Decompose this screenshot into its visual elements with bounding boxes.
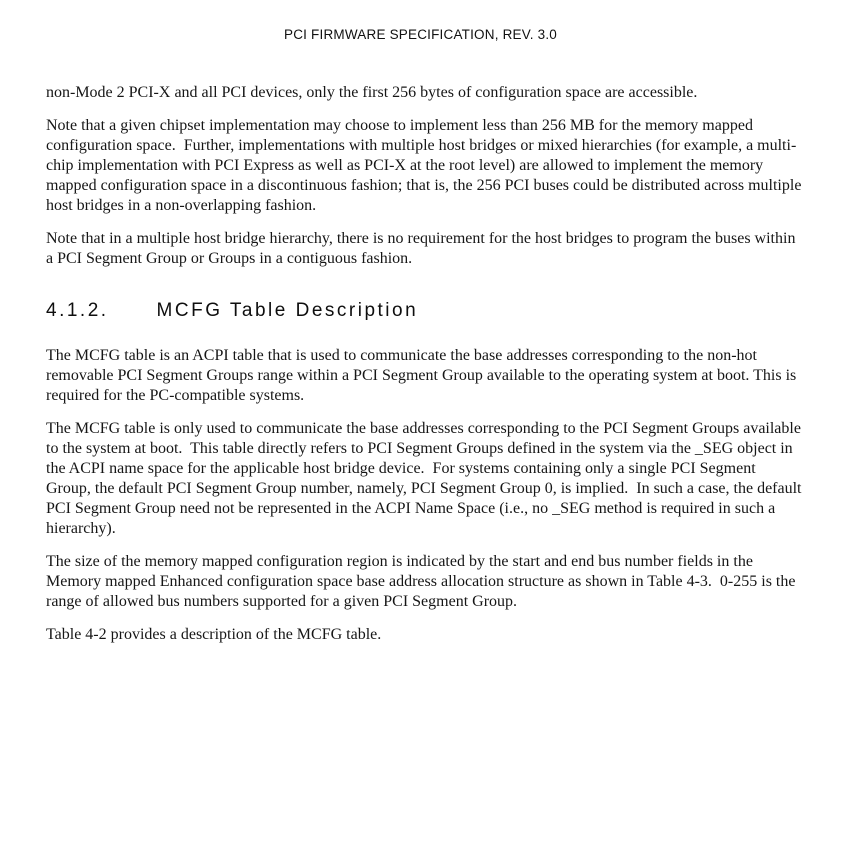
paragraph: The size of the memory mapped configuration region is indicated by the start and end bus number fields in the Memory mapped Enhanced configuration space base address allocation structure as shown in Table 4-3. 0-255 is the range of allowed bus numbers supported for a given PCI Segment Group.	[46, 553, 800, 610]
paragraph: non-Mode 2 PCI-X and all PCI devices, only the first 256 bytes of configuration space are accessible.	[46, 84, 698, 101]
paragraph: The MCFG table is only used to communicate the base addresses corresponding to the PCI Segment Groups available to the system at boot. This table directly refers to PCI Segment Groups defined in the system via the _SEG object in the ACPI name space for the applicable host bridge device. For systems containing only a single PCI Segment Group, the default PCI Segment Group number, namely, PCI Segment Group 0, is implied. In such a case, the default PCI Segment Group need not be represented in the ACPI Name Space (i.e., no _SEG method is required in such a hierarchy).	[46, 420, 806, 537]
section-number: 4.1.2.	[46, 300, 109, 321]
section-heading	[46, 299, 804, 323]
paragraph: Note that in a multiple host bridge hierarchy, there is no requirement for the host bridges to program the buses within a PCI Segment Group or Groups in a contiguous fashion.	[46, 230, 800, 267]
section-title: MCFG Table Description	[156, 300, 419, 321]
paragraph: Table 4-2 provides a description of the MCFG table.	[46, 626, 382, 643]
page-body	[46, 43, 804, 658]
paragraph: The MCFG table is an ACPI table that is used to communicate the base addresses corresponding to the non-hot removable PCI Segment Groups range within a PCI Segment Group available to the operating system at boot. This is required for the PC-compatible systems.	[46, 347, 801, 404]
paragraph: Note that a given chipset implementation may choose to implement less than 256 MB for the memory mapped configuration space. Further, implementations with multiple host bridges or mixed hierarchies (for example, a multi-chip implementation with PCI Express as well as PCI-X at the root level) are allowed to implement the memory mapped configuration space in a discontinuous fashion; that is, the 256 PCI buses could be distributed across multiple host bridges in a non-overlapping fashion.	[46, 117, 806, 214]
running-header: PCI FIRMWARE SPECIFICATION, REV. 3.0	[284, 27, 557, 42]
